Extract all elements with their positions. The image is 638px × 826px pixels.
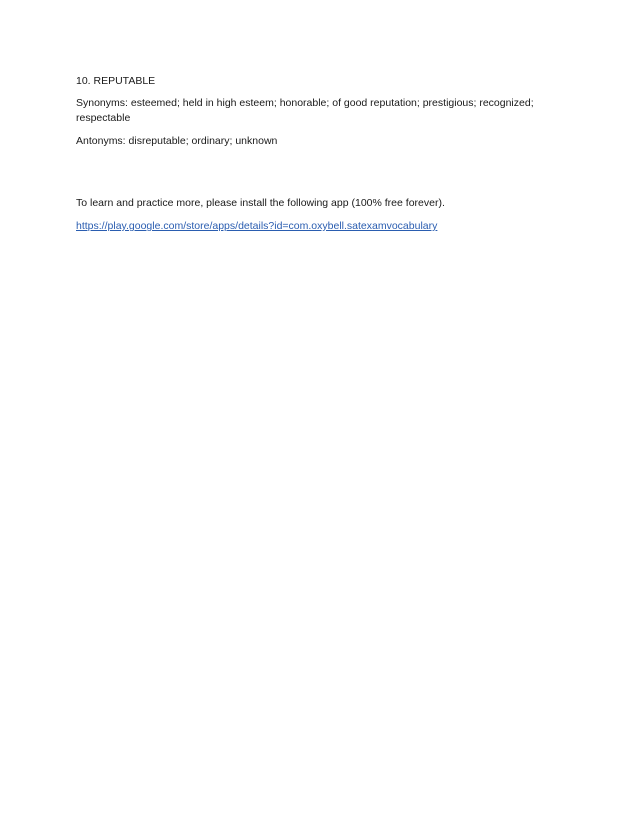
promo-text: To learn and practice more, please install the following app (100% free forever). bbox=[76, 197, 445, 209]
page-content bbox=[76, 74, 566, 242]
section-spacer bbox=[76, 157, 566, 196]
entry-title: 10. REPUTABLE bbox=[76, 75, 156, 87]
app-store-link[interactable]: https://play.google.com/store/apps/details?id=com.oxybell.satexamvocabulary bbox=[76, 220, 438, 232]
antonyms-text: Antonyms: disreputable; ordinary; unknown bbox=[76, 135, 278, 147]
promo-link-line bbox=[76, 219, 566, 234]
synonyms-text: Synonyms: esteemed; held in high esteem; honorable; of good reputation; prestigious; recognized; respectable bbox=[76, 97, 534, 124]
